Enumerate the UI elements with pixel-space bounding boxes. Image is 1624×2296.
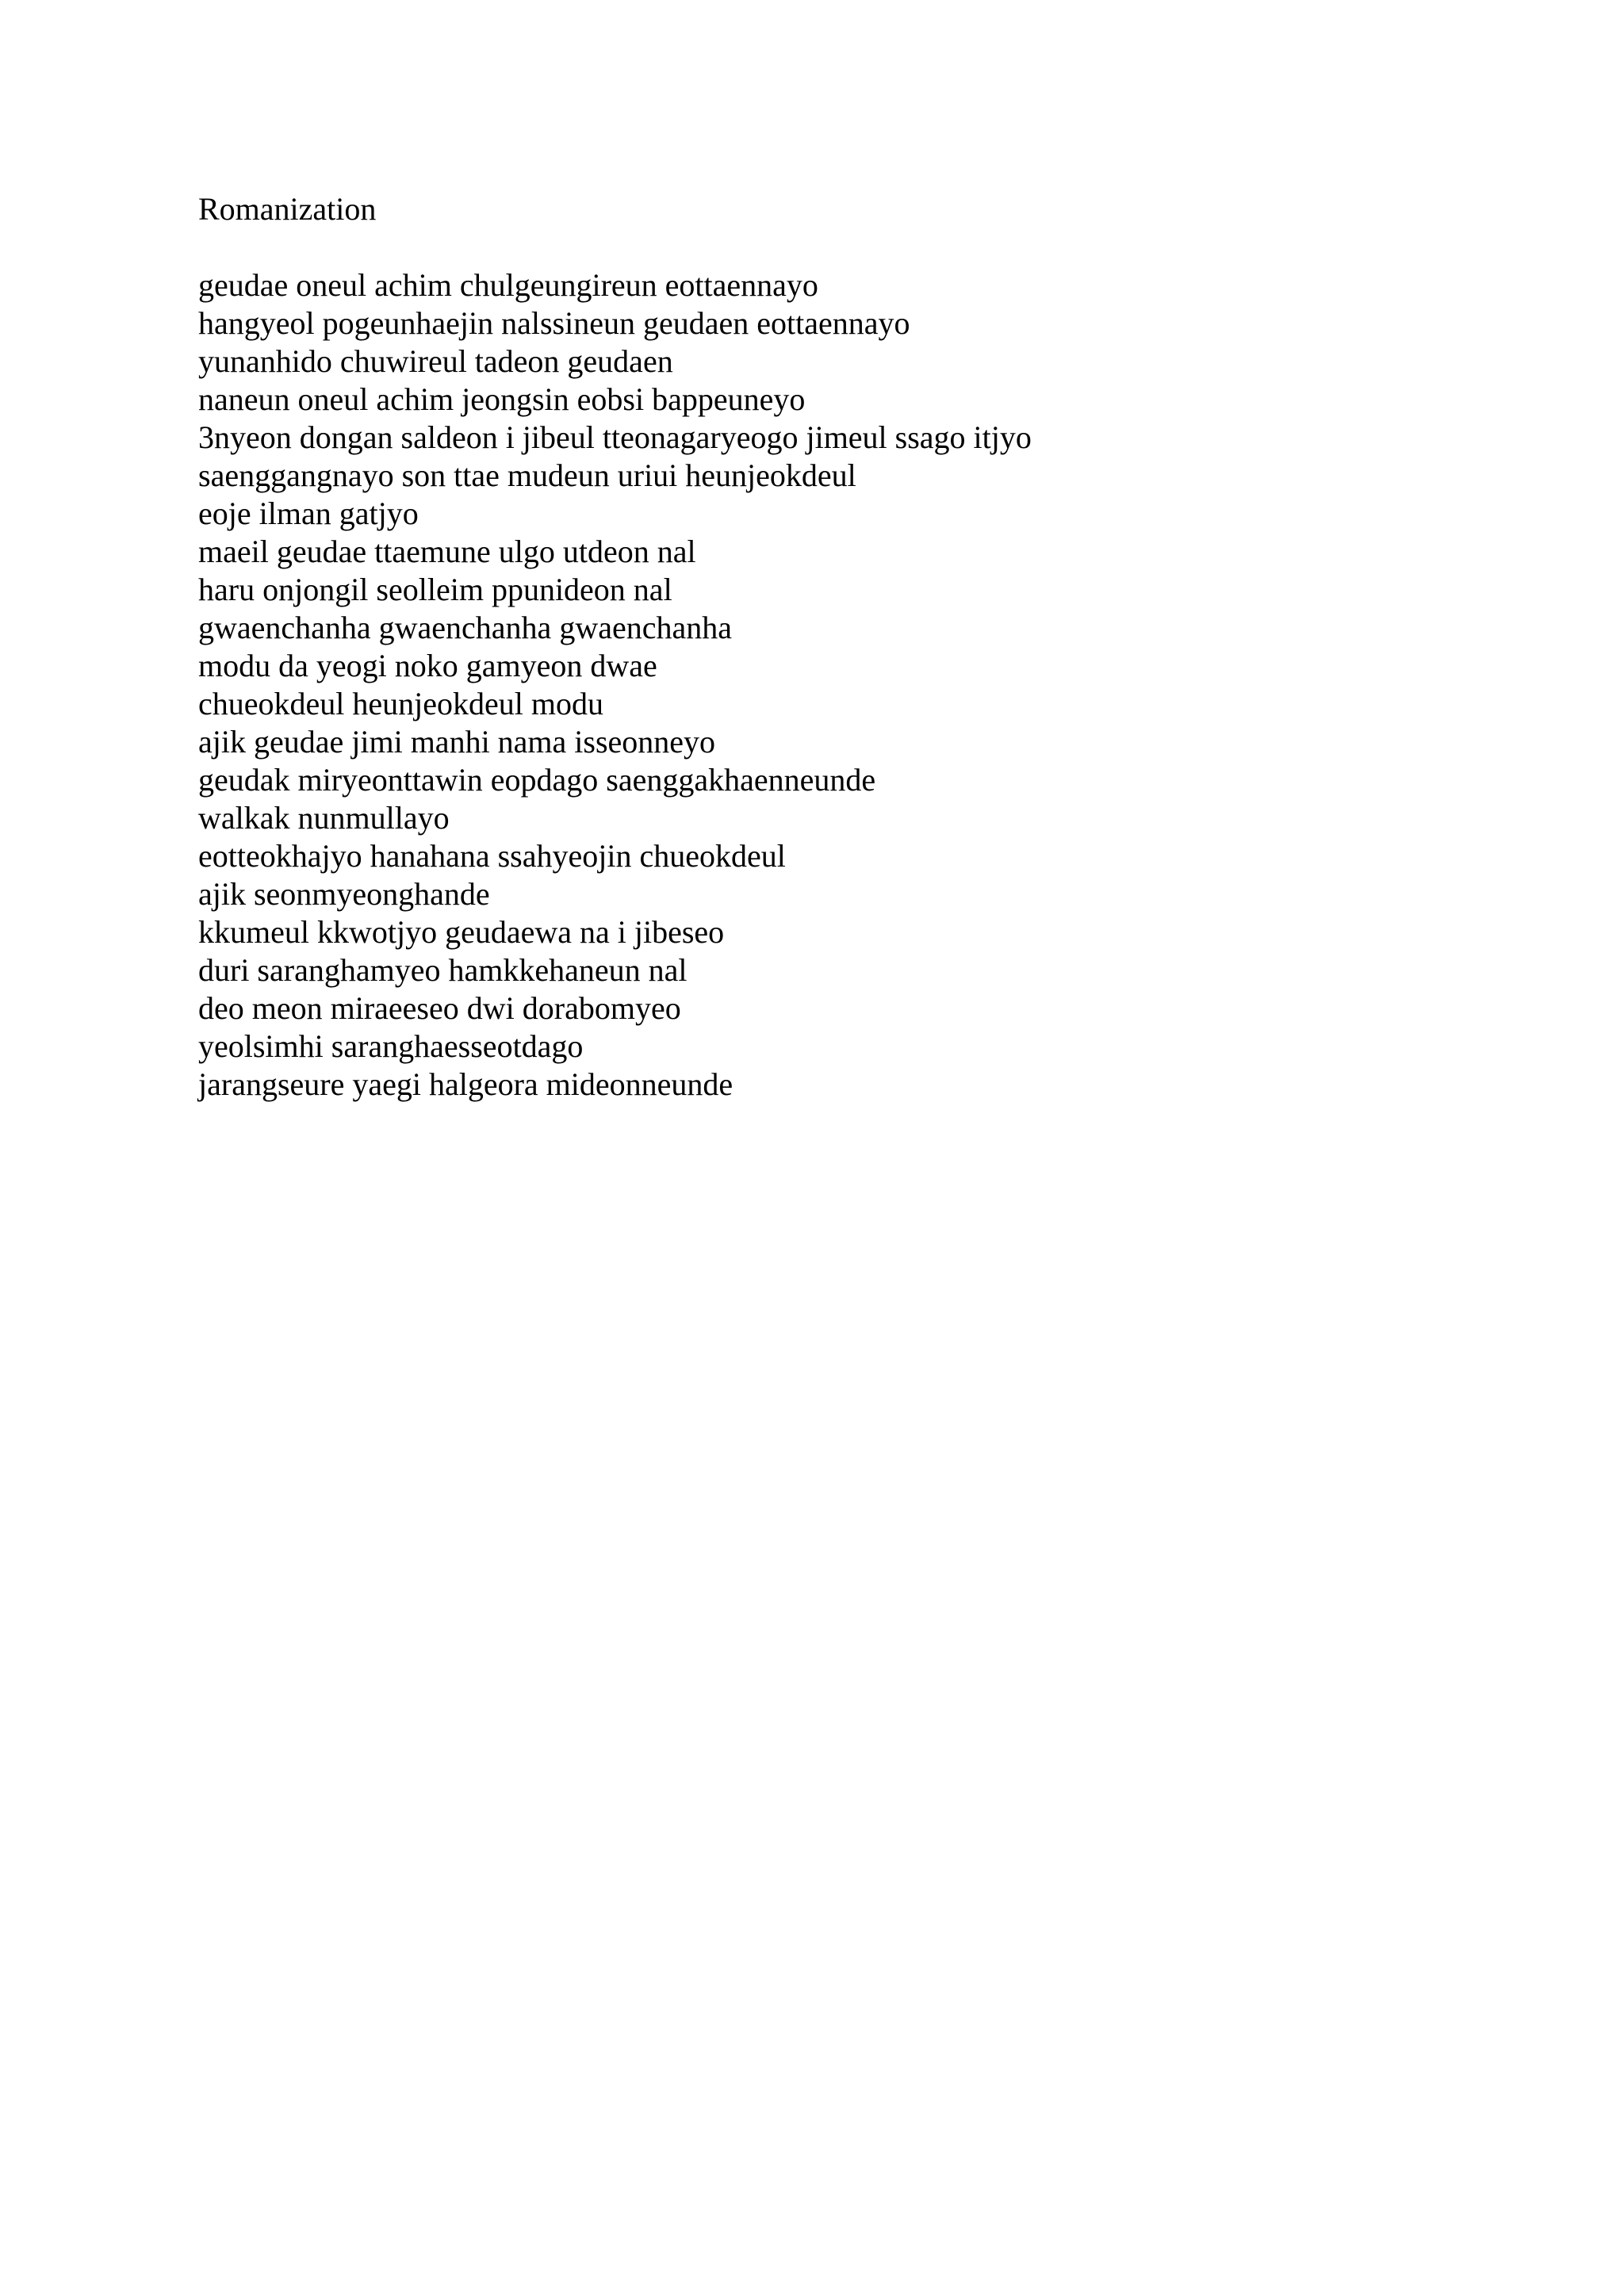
text-line: modu da yeogi noko gamyeon dwae	[198, 648, 657, 683]
text-line: chueokdeul heunjeokdeul modu	[198, 686, 603, 721]
text-line: gwaenchanha gwaenchanha gwaenchanha	[198, 610, 732, 645]
text-line: eotteokhajyo hanahana ssahyeojin chueokdeul	[198, 838, 786, 874]
text-line: eoje ilman gatjyo	[198, 496, 419, 531]
text-line: deo meon miraeeseo dwi dorabomyeo	[198, 990, 681, 1026]
text-line: geudak miryeonttawin eopdago saenggakhaenneunde	[198, 762, 876, 798]
lyrics-lines	[198, 266, 1546, 1104]
text-line: 3nyeon dongan saldeon i jibeul tteonagaryeogo jimeul ssago itjyo	[198, 419, 1032, 455]
text-line: kkumeul kkwotjyo geudaewa na i jibeseo	[198, 914, 725, 950]
text-line: haru onjongil seolleim ppunideon nal	[198, 572, 672, 607]
text-line: naneun oneul achim jeongsin eobsi bappeuneyo	[198, 381, 806, 417]
paragraph-spacer	[198, 228, 1546, 266]
text-line: walkak nunmullayo	[198, 800, 450, 836]
text-line: maeil geudae ttaemune ulgo utdeon nal	[198, 534, 696, 569]
text-line: yunanhido chuwireul tadeon geudaen	[198, 343, 673, 379]
text-line: yeolsimhi saranghaesseotdago	[198, 1028, 584, 1064]
text-line: geudae oneul achim chulgeungireun eottaennayo	[198, 267, 818, 303]
text-line: ajik seonmyeonghande	[198, 876, 490, 912]
document-heading: Romanization	[198, 191, 377, 227]
text-line: jarangseure yaegi halgeora mideonneunde	[198, 1066, 733, 1102]
text-line: duri saranghamyeo hamkkehaneun nal	[198, 952, 688, 988]
text-line: saenggangnayo son ttae mudeun uriui heunjeokdeul	[198, 457, 856, 493]
text-line: hangyeol pogeunhaejin nalssineun geudaen eottaennayo	[198, 305, 910, 341]
text-line: ajik geudae jimi manhi nama isseonneyo	[198, 724, 716, 760]
document-body	[198, 190, 1546, 1104]
